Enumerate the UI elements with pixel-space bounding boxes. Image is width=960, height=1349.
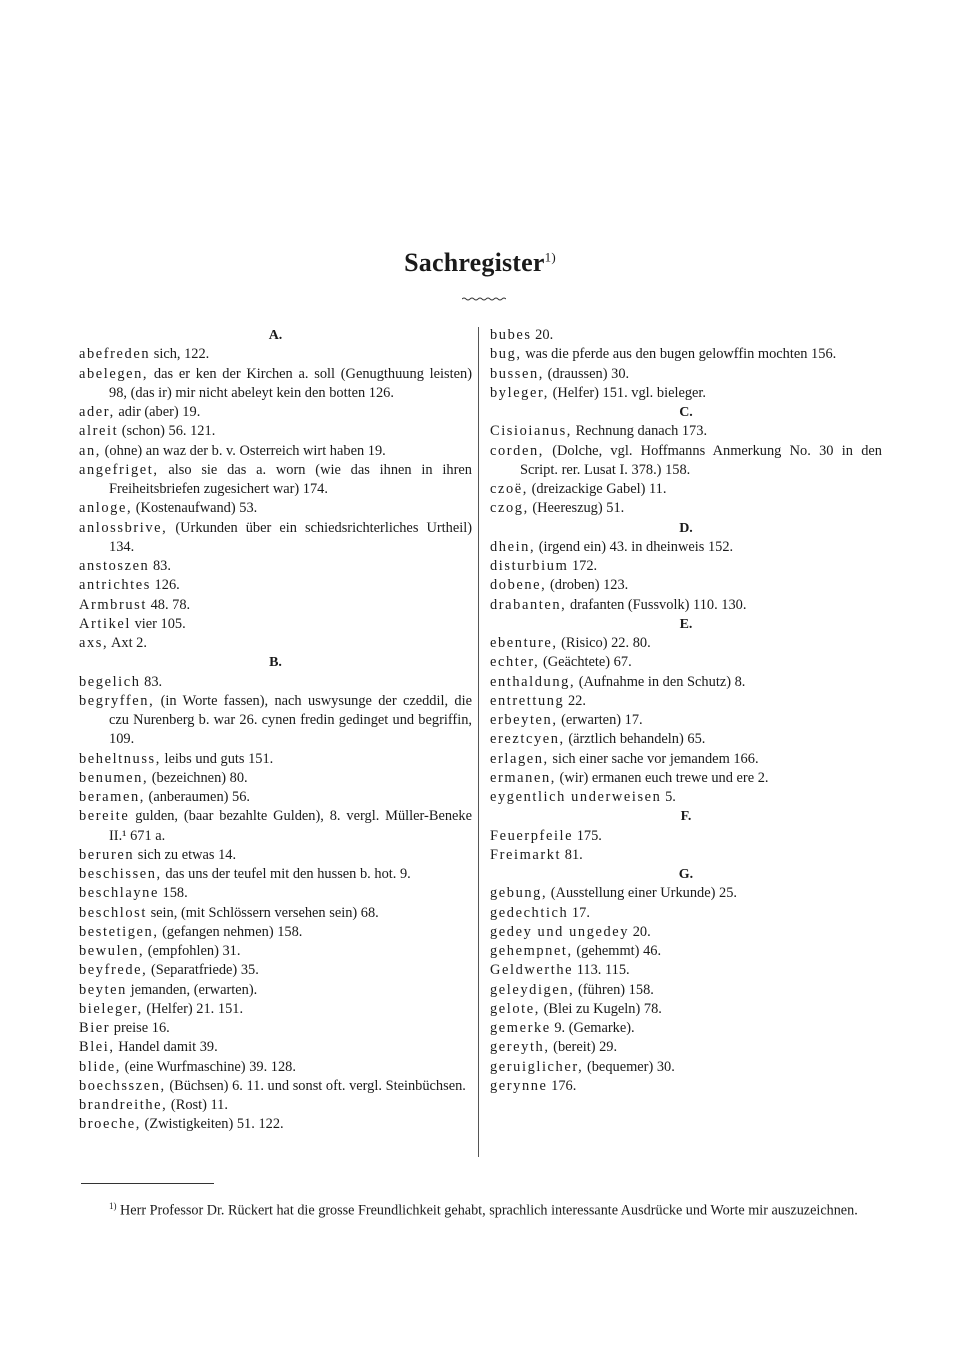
entry-text: was die pferde aus den bugen gelowffin mochten 156.	[521, 346, 837, 363]
entry-headword: Armbrust	[79, 596, 147, 613]
entry-text: (droben) 123.	[546, 577, 629, 594]
entry-headword: antrichtes	[79, 577, 151, 594]
index-entry	[490, 384, 882, 403]
index-entry	[79, 1058, 472, 1077]
index-entry	[79, 615, 472, 634]
index-entry	[490, 942, 882, 961]
entry-headword: beschlost	[79, 904, 147, 921]
index-entry	[490, 673, 882, 692]
entry-headword: Bier	[79, 1020, 111, 1036]
section-letter: C.	[679, 405, 693, 420]
entry-text: (Helfer) 151. vgl. bieleger.	[548, 384, 707, 401]
index-entry	[79, 865, 472, 884]
index-entry	[490, 730, 882, 749]
entry-text: 158.	[158, 885, 188, 902]
entry-text: (Helfer) 21. 151.	[142, 1000, 244, 1017]
entry-headword: axs,	[79, 635, 109, 651]
index-entry	[79, 923, 472, 942]
entry-text: drafanten (Fussvolk) 110. 130.	[566, 596, 747, 613]
entry-text: (Büchsen) 6. 11. und sonst oft. vergl. Steinbüchsen.	[165, 1077, 466, 1094]
index-entry	[490, 499, 882, 518]
entry-headword: echter,	[490, 654, 540, 671]
entry-text: (empfohlen) 31.	[144, 943, 241, 959]
index-entry	[79, 519, 472, 558]
entry-headword: bewulen,	[79, 943, 145, 959]
index-entry	[79, 499, 472, 518]
entry-text: (Aufnahme in den Schutz) 8.	[575, 673, 746, 690]
entry-text: (Rost) 11.	[167, 1097, 228, 1113]
entry-text: (Geächtete) 67.	[539, 654, 632, 671]
entry-text: das er ken der Kirchen a. soll (Genugthuung leisten) 98, (das ir) mir nicht abeleyt kein den botten 126.	[109, 365, 472, 401]
title-text: Sachregister	[404, 248, 545, 277]
index-entry	[79, 692, 472, 750]
index-entry	[490, 769, 882, 788]
index-entry	[79, 961, 472, 980]
section-letter: E.	[679, 616, 693, 632]
entry-headword: czoë,	[490, 481, 528, 497]
entry-headword: Cisioianus,	[490, 423, 572, 440]
index-entry	[490, 750, 882, 769]
entry-text: (dreizackige Gabel) 11.	[527, 481, 667, 497]
index-entry	[490, 884, 882, 903]
index-entry	[79, 1077, 472, 1096]
entry-text: sich, 122.	[150, 346, 210, 363]
index-entry	[79, 442, 472, 461]
index-column-right	[490, 326, 882, 1096]
index-entry	[490, 692, 882, 711]
entry-headword: beruren	[79, 846, 135, 863]
entry-headword: corden,	[490, 442, 544, 459]
entry-text: (gehemmt) 46.	[572, 943, 662, 959]
entry-text: 126.	[150, 577, 180, 594]
entry-text: 17.	[568, 904, 590, 921]
index-entry	[490, 961, 882, 980]
index-entry	[490, 596, 882, 615]
entry-headword: eygentlich underweisen	[490, 789, 662, 805]
index-entry	[490, 365, 882, 384]
entry-headword: byleger,	[490, 384, 549, 401]
entry-headword: begelich	[79, 673, 141, 690]
index-entry	[490, 711, 882, 730]
index-entry	[490, 981, 882, 1000]
entry-headword: bussen,	[490, 365, 544, 382]
entry-headword: beschissen,	[79, 866, 162, 882]
entry-text: 9. (Gemarke).	[550, 1020, 635, 1036]
index-entry	[79, 846, 472, 865]
index-entry	[79, 981, 472, 1000]
entry-text: Rechnung danach 173.	[571, 423, 708, 440]
index-entry	[79, 904, 472, 923]
entry-text: (eine Wurfmaschine) 39. 128.	[120, 1058, 296, 1075]
title-ornament	[462, 297, 506, 301]
entry-headword: beyten	[79, 981, 127, 998]
index-entry	[79, 1019, 472, 1038]
entry-text: (Kostenaufwand) 53.	[132, 500, 258, 517]
entry-text: gulden, (baar bezahlte Gulden), 8. vergl. Müller-Beneke II.¹ 671 a.	[109, 808, 472, 844]
entry-headword: Blei,	[79, 1039, 115, 1056]
entry-text: 83.	[149, 558, 171, 574]
entry-headword: bubes	[490, 327, 532, 343]
index-entry	[79, 557, 472, 576]
index-entry	[79, 345, 472, 364]
index-entry	[79, 1000, 472, 1019]
entry-headword: Freimarkt	[490, 846, 562, 863]
entry-text: (Separatfriede) 35.	[147, 962, 259, 979]
index-entry	[79, 422, 472, 441]
footnote-rule	[81, 1183, 214, 1184]
entry-headword: beheltnuss,	[79, 750, 161, 767]
entry-text: 175.	[573, 827, 602, 844]
entry-text: 176.	[547, 1077, 577, 1094]
section-letter: D.	[679, 520, 693, 536]
entry-headword: brandreithe,	[79, 1097, 168, 1113]
entry-headword: gebung,	[490, 885, 548, 902]
entry-headword: gehempnet,	[490, 943, 573, 959]
entry-headword: boechsszen,	[79, 1077, 166, 1094]
footnote	[79, 1196, 883, 1221]
entry-headword: blide,	[79, 1058, 121, 1075]
entry-text: 172.	[568, 558, 598, 574]
entry-headword: abefreden	[79, 346, 151, 363]
entry-headword: alreit	[79, 423, 119, 440]
entry-text: vier 105.	[130, 615, 186, 632]
entry-text: das uns der teufel mit den hussen b. hot. 9.	[161, 866, 411, 882]
index-entry	[490, 653, 882, 672]
entry-headword: gemerke	[490, 1020, 551, 1036]
entry-headword: beramen,	[79, 789, 145, 805]
index-entry	[79, 365, 472, 404]
entry-headword: enthaldung,	[490, 673, 576, 690]
page-title	[0, 248, 960, 278]
index-entry	[490, 634, 882, 653]
index-entry	[490, 480, 882, 499]
index-entry	[79, 1115, 472, 1134]
index-entry	[490, 827, 882, 846]
index-entry	[490, 326, 882, 345]
index-entry	[490, 442, 882, 481]
entry-headword: disturbium	[490, 558, 569, 574]
entry-text: (bezeichnen) 80.	[148, 769, 248, 786]
entry-text: (Zwistigkeiten) 51. 122.	[140, 1116, 284, 1133]
entry-text: also sie das a. worn (wie das ihnen in ihren Freiheitsbriefen zugesichert war) 174.	[109, 461, 472, 497]
entry-headword: erbeyten,	[490, 712, 558, 728]
entry-text: (Heereszug) 51.	[528, 500, 625, 517]
index-entry	[490, 576, 882, 595]
entry-text: sich einer sache vor jemandem 166.	[548, 750, 759, 767]
index-entry	[79, 1096, 472, 1115]
index-entry	[79, 596, 472, 615]
entry-headword: bieleger,	[79, 1000, 143, 1017]
index-entry	[490, 1077, 882, 1096]
index-entry	[490, 557, 882, 576]
entry-text: sein, (mit Schlössern versehen sein) 68.	[146, 904, 379, 921]
entry-headword: entrettung	[490, 692, 565, 709]
entry-headword: bug,	[490, 346, 522, 363]
entry-headword: broeche,	[79, 1116, 141, 1133]
entry-headword: drabanten,	[490, 596, 567, 613]
index-entry	[79, 576, 472, 595]
entry-text: (anberaumen) 56.	[144, 789, 251, 805]
entry-text: 20.	[629, 923, 651, 940]
entry-text: sich zu etwas 14.	[134, 846, 237, 863]
entry-headword: gereyth,	[490, 1039, 550, 1056]
entry-headword: geruiglicher,	[490, 1058, 584, 1075]
index-entry	[79, 788, 472, 807]
section-letter: A.	[268, 328, 283, 343]
entry-text: 22.	[564, 692, 586, 709]
entry-text: (irgend ein) 43. in dheinweis 152.	[535, 538, 734, 555]
entry-headword: anstoszen	[79, 558, 150, 574]
entry-headword: beyfrede,	[79, 962, 148, 979]
entry-headword: gedechtich	[490, 904, 569, 921]
entry-text: (in Worte fassen), nach uswysunge der czeddil, die czu Nurenberg b. war 26. cynen fredin gedinget und begriffin, 109.	[109, 692, 472, 748]
entry-text: 5.	[661, 789, 676, 805]
entry-text: Handel damit 39.	[114, 1039, 218, 1056]
entry-text: preise 16.	[110, 1020, 170, 1036]
entry-headword: beschlayne	[79, 885, 159, 902]
entry-text: adir (aber) 19.	[114, 404, 201, 420]
section-letter: F.	[680, 809, 692, 825]
entry-headword: bestetigen,	[79, 923, 159, 940]
column-divider	[478, 327, 479, 1157]
entry-headword: Geldwerthe	[490, 962, 574, 979]
index-entry	[490, 422, 882, 441]
entry-headword: ereztcyen,	[490, 731, 565, 748]
index-entry	[490, 1038, 882, 1057]
entry-text: (ohne) an waz der b. v. Osterreich wirt haben 19.	[100, 442, 386, 459]
index-entry	[490, 788, 882, 807]
entry-text: (bereit) 29.	[549, 1039, 618, 1056]
entry-headword: anlossbrive,	[79, 519, 168, 536]
index-entry	[79, 403, 472, 422]
entry-headword: czog,	[490, 500, 529, 517]
index-entry	[79, 673, 472, 692]
entry-text: (ärztlich behandeln) 65.	[564, 731, 706, 748]
entry-text: (erwarten) 17.	[557, 712, 643, 728]
footnote-mark: 1)	[109, 1201, 117, 1211]
entry-text: (bequemer) 30.	[583, 1058, 675, 1075]
entry-headword: gedey und ungedey	[490, 923, 630, 940]
entry-headword: an,	[79, 442, 101, 459]
entry-text: (wir) ermanen euch trewe und ere 2.	[555, 769, 769, 786]
index-entry	[79, 942, 472, 961]
index-entry	[490, 538, 882, 557]
index-entry	[79, 807, 472, 846]
entry-headword: ebenture,	[490, 635, 558, 651]
index-entry	[490, 846, 882, 865]
index-entry	[79, 750, 472, 769]
entry-headword: begryffen,	[79, 692, 155, 709]
entry-text: 20.	[531, 327, 554, 343]
index-entry	[490, 1058, 882, 1077]
index-entry	[490, 923, 882, 942]
entry-headword: gelote,	[490, 1000, 540, 1017]
entry-headword: gerynne	[490, 1077, 548, 1094]
entry-headword: abelegen,	[79, 365, 149, 382]
section-letter: B.	[269, 655, 282, 671]
entry-headword: benumen,	[79, 769, 149, 786]
entry-text: (Urkunden über ein schiedsrichterliches Urtheil) 134.	[109, 519, 472, 555]
entry-text: 81.	[561, 846, 583, 863]
index-entry	[490, 1000, 882, 1019]
footnote-text: Herr Professor Dr. Rückert hat die grosse Freundlichkeit gehabt, sprachlich interessante Ausdrücke und Worte mir auszuzeichnen.	[116, 1202, 858, 1219]
entry-text: (Risico) 22. 80.	[557, 635, 651, 651]
index-entry	[79, 1038, 472, 1057]
entry-headword: Feuerpfeile	[490, 827, 574, 844]
index-column-left	[79, 326, 472, 1135]
entry-text: (gefangen nehmen) 158.	[158, 923, 303, 940]
index-entry	[79, 769, 472, 788]
index-entry	[79, 634, 472, 653]
section-letter: G.	[678, 867, 694, 882]
entry-headword: dobene,	[490, 577, 547, 594]
entry-text: (führen) 158.	[574, 981, 654, 998]
entry-text: (draussen) 30.	[543, 365, 630, 382]
entry-headword: angefriget,	[79, 461, 159, 478]
index-entry	[490, 1019, 882, 1038]
entry-headword: bereite	[79, 808, 130, 825]
entry-text: jemanden, (erwarten).	[126, 981, 258, 998]
entry-text: 48. 78.	[146, 596, 191, 613]
index-entry	[79, 884, 472, 903]
entry-text: leibs und guts 151.	[160, 750, 274, 767]
index-entry	[490, 345, 882, 364]
entry-text: (schon) 56. 121.	[118, 423, 216, 440]
entry-headword: ermanen,	[490, 769, 556, 786]
entry-text: (Ausstellung einer Urkunde) 25.	[547, 885, 738, 902]
title-footnote-mark: 1)	[544, 249, 556, 265]
entry-headword: erlagen,	[490, 750, 549, 767]
entry-text: 83.	[140, 673, 163, 690]
entry-text: Axt 2.	[108, 635, 147, 651]
entry-headword: anloge,	[79, 500, 133, 517]
entry-headword: dhein,	[490, 538, 536, 555]
entry-text: (Blei zu Kugeln) 78.	[539, 1000, 662, 1017]
entry-headword: geleydigen,	[490, 981, 575, 998]
entry-headword: Artikel	[79, 615, 131, 632]
index-entry	[490, 904, 882, 923]
entry-text: (Dolche, vgl. Hoffmanns Anmerkung No. 30 in den Script. rer. Lusat I. 378.) 158.	[520, 442, 882, 478]
entry-text: 113. 115.	[573, 962, 630, 979]
index-entry	[79, 461, 472, 500]
entry-headword: ader,	[79, 404, 115, 420]
